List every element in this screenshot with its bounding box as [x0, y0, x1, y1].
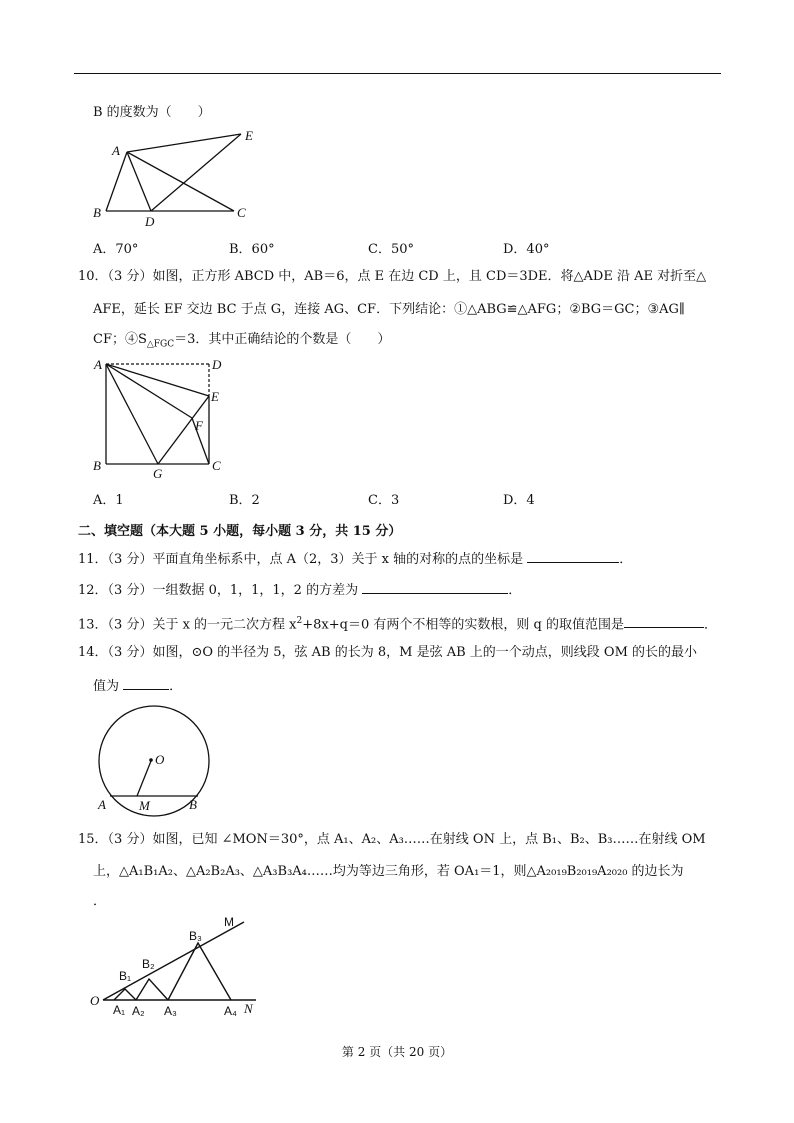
- q10-line-3: [93, 331, 390, 354]
- q9-label-e: E: [245, 128, 253, 143]
- q14-answer-blank: [123, 677, 169, 690]
- q10-label-g: G: [153, 466, 163, 481]
- q11-answer-blank: [527, 550, 619, 563]
- q14-line-1: 14．（3 分）如图，⊙O 的半径为 5，弦 AB 的长为 8，M 是弦 AB 上的一个动点，则线段 OM 的长的最小: [78, 645, 698, 660]
- q15-figure: [86, 908, 266, 1018]
- q15-label-a2: A₂: [132, 1004, 145, 1018]
- q14-label-o: O: [155, 752, 165, 767]
- q11-text: 11．（3 分）平面直角坐标系中，点 A（2，3）关于 x 轴的对称的点的坐标是: [78, 552, 524, 567]
- q9-label-d: D: [145, 214, 155, 229]
- header-rule: [74, 73, 721, 74]
- q15-label-b1: B₁: [119, 969, 132, 983]
- q15-line-1: 15．（3 分）如图，已知 ∠MON＝30°，点 A₁、A₂、A₃……在射线 ON 上，点 B₁、B₂、B₃……在射线 OM: [78, 832, 706, 847]
- q10-option-c: C．3: [368, 493, 400, 508]
- q10-label-c: C: [212, 458, 221, 473]
- q15-label-a3: A₃: [164, 1004, 177, 1018]
- q13-sup: 2: [296, 616, 303, 626]
- q13-answer-blank: [624, 615, 704, 628]
- q15-triangle-2: [136, 979, 168, 1000]
- q11-end: ．: [619, 552, 633, 567]
- q14-label-a: A: [98, 797, 106, 812]
- q10-segment-ag: [106, 364, 158, 464]
- q14-end: ．: [169, 679, 183, 694]
- q9-option-b: B．60°: [229, 242, 275, 257]
- q11-line: [78, 550, 632, 569]
- q15-line-3: ．: [93, 894, 107, 909]
- q9-label-b: B: [93, 205, 101, 220]
- q15-label-b3: B₃: [189, 929, 202, 943]
- q10-option-d: D．4: [503, 493, 535, 508]
- q14-center-dot: [149, 758, 153, 762]
- q10-label-d: D: [212, 357, 222, 372]
- q15-label-n: N: [244, 1001, 253, 1016]
- q14-figure: [90, 714, 220, 819]
- q9-segment-ac: [127, 152, 234, 211]
- section-heading: 二、填空题（本大题 5 小题，每小题 3 分，共 15 分）: [78, 524, 402, 539]
- q15-triangle-3: [168, 943, 231, 1000]
- q12-answer-blank: [362, 581, 508, 594]
- q15-label-a4: A₄: [224, 1004, 237, 1018]
- q10-label-f: F: [195, 418, 203, 433]
- q15-triangle-1: [114, 989, 136, 1000]
- q10-segment-af: [106, 364, 192, 418]
- q12-end: ．: [508, 583, 522, 598]
- q9-label-a: A: [112, 143, 120, 158]
- q9-figure: [88, 125, 268, 235]
- q9-segment-ad: [127, 152, 151, 211]
- q13-pre: 13．（3 分）关于 x 的一元二次方程 x: [78, 617, 297, 633]
- q10-label-e: E: [211, 389, 219, 404]
- q9-stem-tail: B 的度数为（ ）: [93, 105, 211, 120]
- q13-post: +8x+q＝0 有两个不相等的实数根，则 q 的取值范围是: [302, 617, 624, 633]
- q13-line: [78, 612, 717, 634]
- q12-text: 12．（3 分）一组数据 0，1，1，1，2 的方差为: [78, 583, 359, 598]
- q10-figure: [88, 352, 238, 482]
- q13-end: ．: [703, 617, 717, 633]
- q10-label-a: A: [94, 357, 102, 372]
- q12-line: [78, 581, 521, 600]
- q10-line-2: AFE，延长 EF 交边 BC 于点 G，连接 AG、CF．下列结论：①△ABG≌△AFG；②BG＝GC；③AG∥: [93, 302, 685, 317]
- q15-label-b2: B₂: [142, 957, 155, 971]
- q10-option-a: A．1: [93, 493, 124, 508]
- q15-label-a1: A₁: [113, 1003, 126, 1017]
- q15-label-o: O: [90, 993, 100, 1008]
- q14-label-b: B: [189, 797, 197, 812]
- q9-segment-ab: [106, 152, 127, 211]
- q14-segment-om: [137, 761, 151, 796]
- q14-label-m: M: [139, 798, 150, 813]
- q15-line-2: 上，△A₁B₁A₂、△A₂B₂A₃、△A₃B₃A₄……均为等边三角形，若 OA₁＝1，则△A₂₀₁₉B₂₀₁₉A₂₀₂₀ 的边长为: [93, 864, 684, 879]
- q14-line-2-text: 值为: [93, 679, 120, 694]
- q10-line-1: 10．（3 分）如图，正方形 ABCD 中，AB＝6，点 E 在边 CD 上，且 CD＝3DE．将△ADE 沿 AE 对折至△: [78, 269, 707, 284]
- q10-line-3-post: ＝3．其中正确结论的个数是（ ）: [174, 332, 391, 347]
- q9-option-d: D．40°: [503, 242, 550, 257]
- q10-label-b: B: [93, 458, 101, 473]
- q9-option-c: C．50°: [368, 242, 414, 257]
- q10-line-3-pre: CF；④S: [93, 332, 147, 347]
- q10-line-3-sub: △FGC: [146, 339, 175, 350]
- q9-option-a: A．70°: [93, 242, 139, 257]
- q9-label-c: C: [237, 205, 246, 220]
- q10-option-b: B．2: [229, 493, 260, 508]
- page-footer: 第 2 页（共 20 页）: [341, 1045, 453, 1059]
- q15-label-m: M: [224, 915, 234, 929]
- q10-segment-ae: [106, 364, 209, 396]
- q14-line-2: [93, 677, 182, 696]
